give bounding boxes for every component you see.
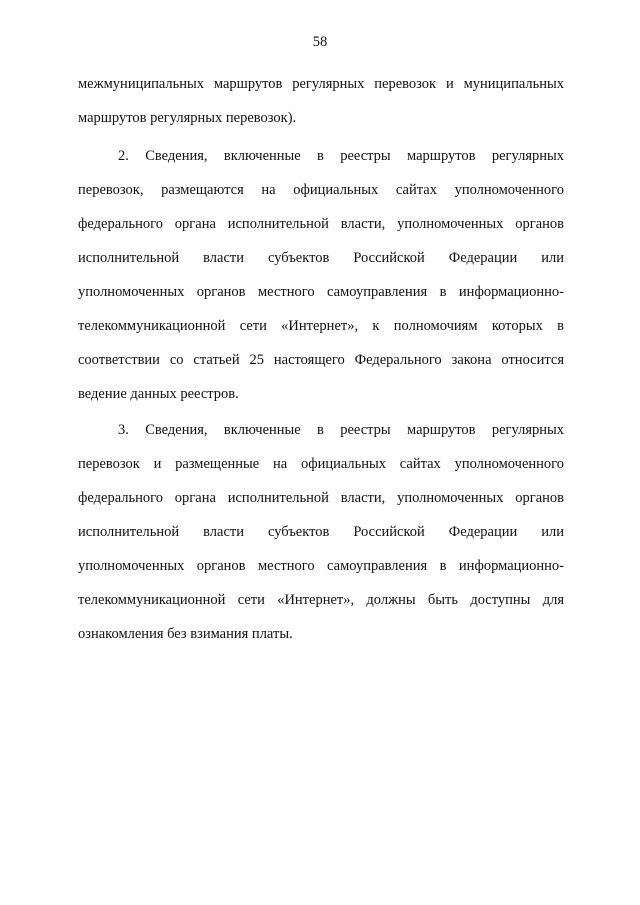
page-number: 58 — [312, 34, 328, 50]
paragraph-line: межмуниципальных маршрутов регулярных перевозок и муниципальных — [78, 76, 564, 92]
paragraph-line: уполномоченных органов местного самоуправления в информационно- — [78, 558, 564, 574]
paragraph-line: 3. Сведения, включенные в реестры маршрутов регулярных — [118, 422, 564, 438]
paragraph-line: 2. Сведения, включенные в реестры маршрутов регулярных — [118, 148, 564, 164]
paragraph-line: исполнительной власти субъектов Российской Федерации или — [78, 524, 564, 540]
paragraph-line: телекоммуникационной сети «Интернет», к полномочиям которых в — [78, 318, 564, 334]
paragraph-line: уполномоченных органов местного самоуправления в информационно- — [78, 284, 564, 300]
paragraph-line: маршрутов регулярных перевозок). — [78, 110, 297, 126]
paragraph-line: перевозок, размещаются на официальных сайтах уполномоченного — [78, 182, 564, 198]
paragraph-line: телекоммуникационной сети «Интернет», должны быть доступны для — [78, 592, 564, 608]
paragraph-line: перевозок и размещенные на официальных сайтах уполномоченного — [78, 456, 564, 472]
paragraph-line: соответствии со статьей 25 настоящего Федерального закона относится — [78, 352, 564, 368]
paragraph-line: ведение данных реестров. — [78, 386, 239, 402]
paragraph-line: федерального органа исполнительной власти, уполномоченных органов — [78, 490, 564, 506]
paragraph-line: исполнительной власти субъектов Российской Федерации или — [78, 250, 564, 266]
paragraph-line: ознакомления без взимания платы. — [78, 626, 293, 642]
paragraph-line: федерального органа исполнительной власти, уполномоченных органов — [78, 216, 564, 232]
